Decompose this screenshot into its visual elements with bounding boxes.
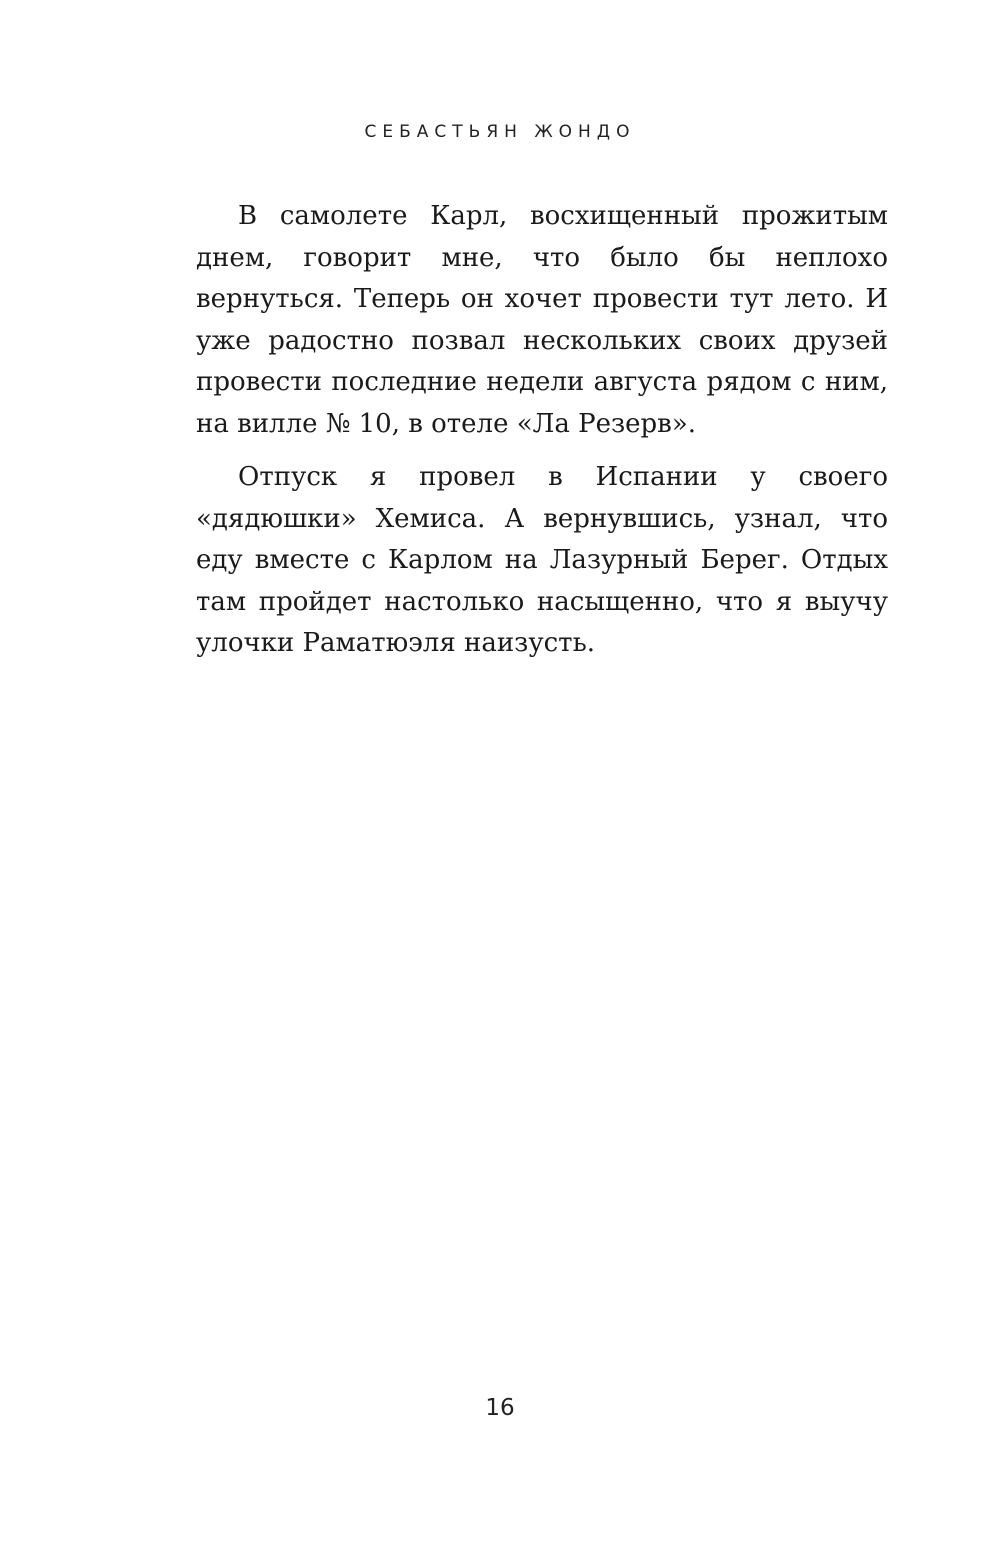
- page-number: 16: [485, 1395, 515, 1421]
- running-head-author: СЕБАСТЬЯН ЖОНДО: [364, 122, 636, 142]
- paragraph-2: Отпуск я провел в Испании у своего «дядюшки» Хемиса. А вернувшись, узнал, что еду вместе с Карлом на Лазурный Берег. Отдых там пройдет настолько насыщенно, что я выучу улочки Раматюэля наизусть.: [196, 462, 888, 658]
- paragraph-1: В самолете Карл, восхищенный прожитым днем, говорит мне, что было бы неплохо вернуться. Теперь он хочет провести тут лето. И уже радостно позвал нескольких своих друзей провести последние недели августа рядом с ним, на вилле № 10, в отеле «Ла Резерв».: [196, 201, 888, 439]
- body-text: [196, 196, 888, 677]
